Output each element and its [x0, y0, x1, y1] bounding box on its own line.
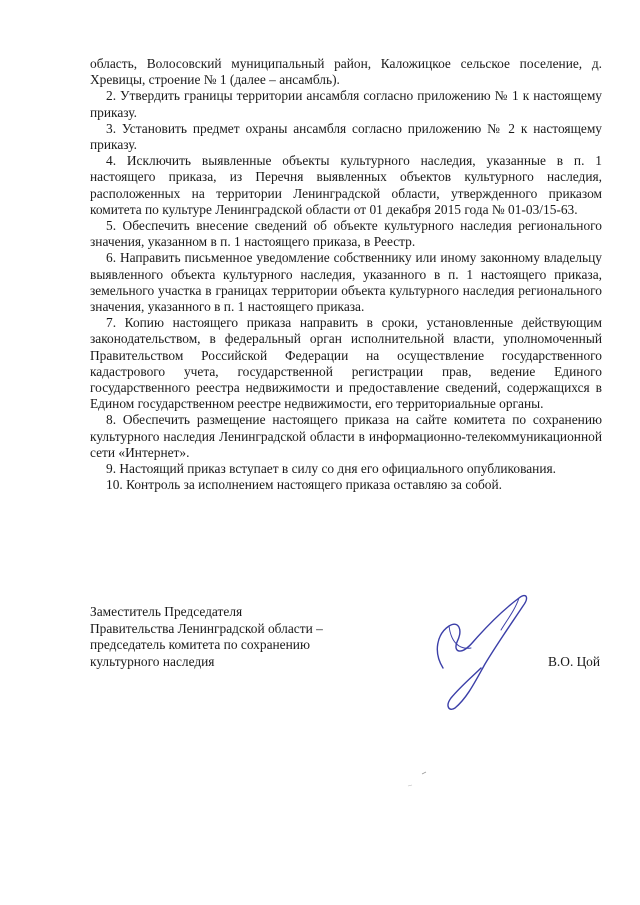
paragraph-item-5: 5. Обеспечить внесение сведений об объекте культурного наследия регионального значения, указанном в п. 1 настоящего приказа, в Реестр. [90, 218, 602, 250]
paragraph-item-7: 7. Копию настоящего приказа направить в сроки, установленные действующим законодательством, в федеральный орган исполнительной власти, уполномоченный Правительством Российской Федерации на осуществление государственного кадастрового учета, государственной регистрации прав, ведение Единого государственного реестра недвижимости и предоставление сведений, содержащихся в Едином государственном реестре недвижимости, его территориальные органы. [90, 315, 602, 412]
paragraph-item-4: 4. Исключить выявленные объекты культурного наследия, указанные в п. 1 настоящего приказа, из Перечня выявленных объектов культурного наследия, расположенных на территории Ленинградской области, утвержденного приказом комитета по культуре Ленинградской области от 01 декабря 2015 года № 01-03/15-63. [90, 153, 602, 217]
paragraph-item-6: 6. Направить письменное уведомление собственнику или иному законному владельцу выявленного объекта культурного наследия, указанного в п. 1 настоящего приказа, земельного участка в границах территории объекта культурного наследия регионального значения, указанного в п. 1 настоящего приказа. [90, 250, 602, 315]
paragraph-item-8: 8. Обеспечить размещение настоящего приказа на сайте комитета по сохранению культурного наследия Ленинградской области в информационно-телекоммуникационной сети «Интернет». [90, 412, 602, 460]
signatory-position-line: председатель комитета по сохранению [90, 637, 310, 653]
signatory-name: В.О. Цой [548, 654, 600, 669]
paragraph-item-3: 3. Установить предмет охраны ансамбля согласно приложению № 2 к настоящему приказу. [90, 120, 602, 153]
document-body [90, 56, 602, 493]
signatory-position-line: культурного наследия [90, 653, 215, 669]
handwritten-signature [415, 590, 540, 715]
paragraph-item-2: 2. Утвердить границы территории ансамбля согласно приложению № 1 к настоящему приказу. [90, 88, 602, 120]
paragraph-item-10: 10. Контроль за исполнением настоящего приказа оставляю за собой. [106, 477, 502, 493]
signatory-position [90, 604, 390, 670]
signatory-position-line: Заместитель Председателя [90, 604, 243, 619]
signatory-position-line: Правительства Ленинградской области – [90, 620, 323, 636]
paragraph-1-continuation: область, Волосовский муниципальный район, Каложицкое сельское поселение, д. Хревицы, строение № 1 (далее – ансамбль). [90, 56, 602, 88]
scan-artifact [400, 770, 440, 790]
paragraph-item-9: 9. Настоящий приказ вступает в силу со дня его официального опубликования. [106, 461, 556, 477]
